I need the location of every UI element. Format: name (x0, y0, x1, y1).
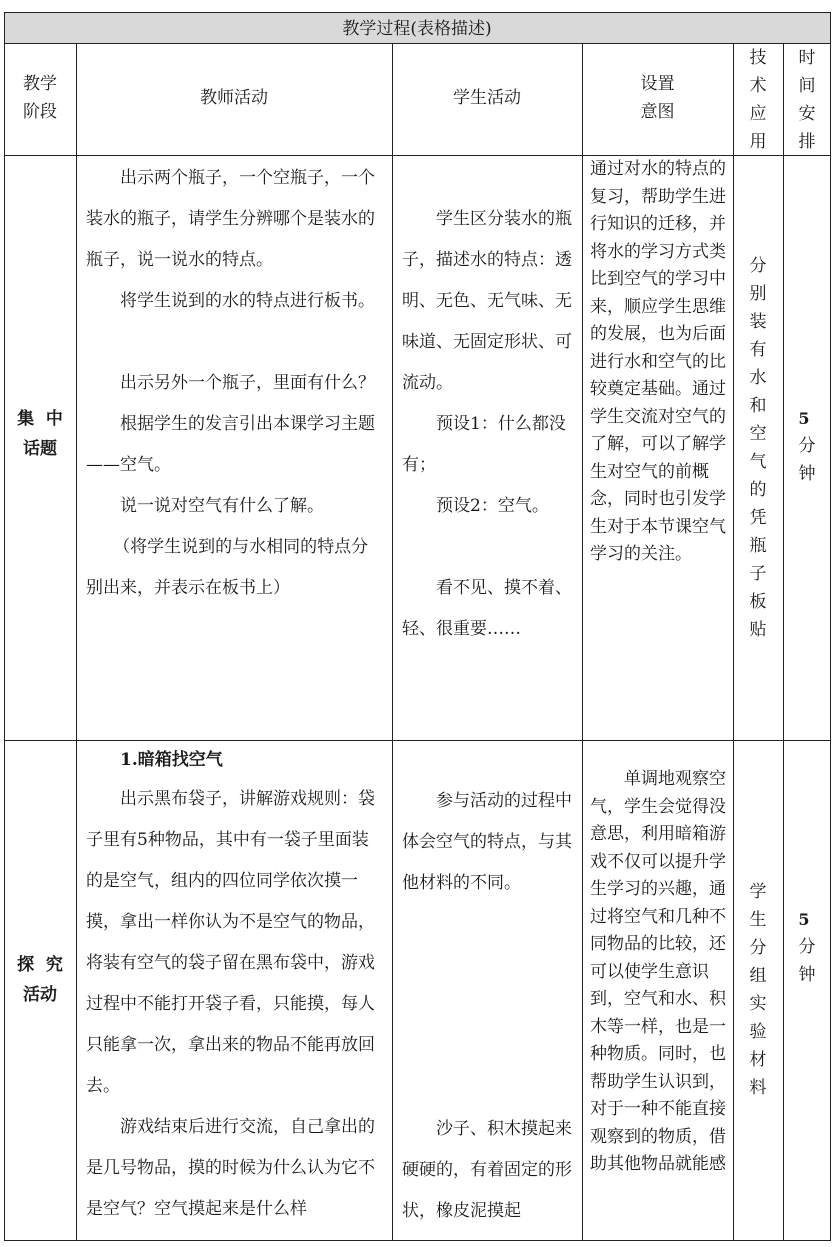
rule-col4 (733, 43, 734, 1241)
rule-col2 (392, 43, 393, 1241)
row2-time-number: 5 (798, 910, 810, 929)
row2-stage: 探 究 活动 (17, 955, 63, 1005)
header-student: 学生活动 (453, 88, 521, 108)
row1-tech: 分别装有水和空气的凭瓶子板贴 (749, 256, 767, 640)
row1-teacher-p3: 出示另外一个瓶子，里面有什么？ (120, 373, 375, 393)
row1-time-number: 5 (798, 409, 810, 428)
row1-teacher-p6: （将学生说到的与水相同的特点分别出来，并表示在板书上） (86, 537, 369, 598)
rule-col3 (582, 43, 583, 1241)
row2-tech: 学生分组实验材料 (749, 882, 767, 1098)
row1-time-unit: 分钟 (798, 436, 816, 484)
row2-purpose: 单调地观察空气，学生会觉得没意思，利用暗箱游戏不仅可以提升学生学习的兴趣，通过将空气和几种不同物品的比较，还可以使学生意识到，空气和水、积木等一样，也是一种物质。同时，也帮助学生认识到，对于一种不能直接观察到的物质，借助其他物品就能感 (590, 769, 726, 1174)
row1-student-activity (402, 199, 576, 650)
row2-student-p1: 参与活动的过程中体会空气的特点，与其他材料的不同。 (402, 791, 572, 893)
row1-teacher-activity (86, 158, 384, 609)
row1-teacher-p5: 说一说对空气有什么了解。 (120, 496, 324, 516)
row2-student-activity (402, 781, 576, 1232)
row2-teacher-heading: 1.暗箱找空气 (120, 750, 223, 770)
row1-teacher-p2: 将学生说到的水的特点进行板书。 (120, 291, 375, 311)
header-purpose: 设置 意图 (640, 74, 675, 122)
rule-left (4, 12, 5, 1241)
header-tech: 技术应用 (749, 48, 767, 152)
rule-col5 (783, 43, 784, 1241)
row1-teacher-p1: 出示两个瓶子，一个空瓶子，一个装水的瓶子，请学生分辨哪个是装水的瓶子，说一说水的特点。 (86, 168, 375, 270)
row2-teacher-p2: 游戏结束后进行交流，自己拿出的是几号物品，摸的时候为什么认为它不是空气？空气摸起来是什么样 (86, 1117, 375, 1219)
header-teacher: 教师活动 (200, 88, 268, 108)
row2-teacher-activity (86, 741, 384, 1230)
rule-col1 (76, 43, 77, 1241)
row2-student-p2: 沙子、积木摸起来硬硬的，有着固定的形状，橡皮泥摸起 (402, 1119, 572, 1221)
rule-right (830, 12, 831, 1241)
row1-student-p3: 预设2：空气。 (436, 496, 549, 516)
row1-student-p1: 学生区分装水的瓶子，描述水的特点：透明、无色、无气味、无味道、无固定形状、可流动。 (402, 209, 572, 393)
row2-student-spacer (402, 904, 576, 1109)
row1-student-blank (402, 527, 576, 568)
row2-time-unit: 分钟 (798, 937, 816, 985)
row2-teacher-p1: 出示黑布袋子，讲解游戏规则：袋子里有5种物品，其中有一袋子里面装的是空气，组内的四位同学依次摸一摸，拿出一样你认为不是空气的物品，将装有空气的袋子留在黑布袋中，游戏过程中不能打开袋子看，只能摸，每人只能拿一次，拿出来的物品不能再放回去。 (86, 789, 375, 1096)
header-stage: 教学 阶段 (23, 74, 57, 122)
row1-purpose: 通过对水的特点的复习，帮助学生进行知识的迁移，并将水的学习方式类比到空气的学习中来，顺应学生思维的发展，也为后面进行水和空气的比较奠定基础。通过学生交流对空气的了解，可以了解学生对空气的前概念，同时也引发学生对于本节课空气学习的关注。 (590, 159, 726, 564)
header-time: 时间安排 (798, 48, 816, 152)
table-title: 教学过程(表格描述) (342, 19, 492, 39)
row1-teacher-p4: 根据学生的发言引出本课学习主题——空气。 (86, 414, 375, 475)
row1-teacher-blank (86, 322, 384, 363)
row1-student-p2: 预设1：什么都没有； (402, 414, 566, 475)
row1-stage: 集 中 话题 (17, 409, 63, 459)
row1-student-p4: 看不见、摸不着、轻、很重要…… (402, 578, 572, 639)
rule-bottom (4, 1240, 831, 1241)
